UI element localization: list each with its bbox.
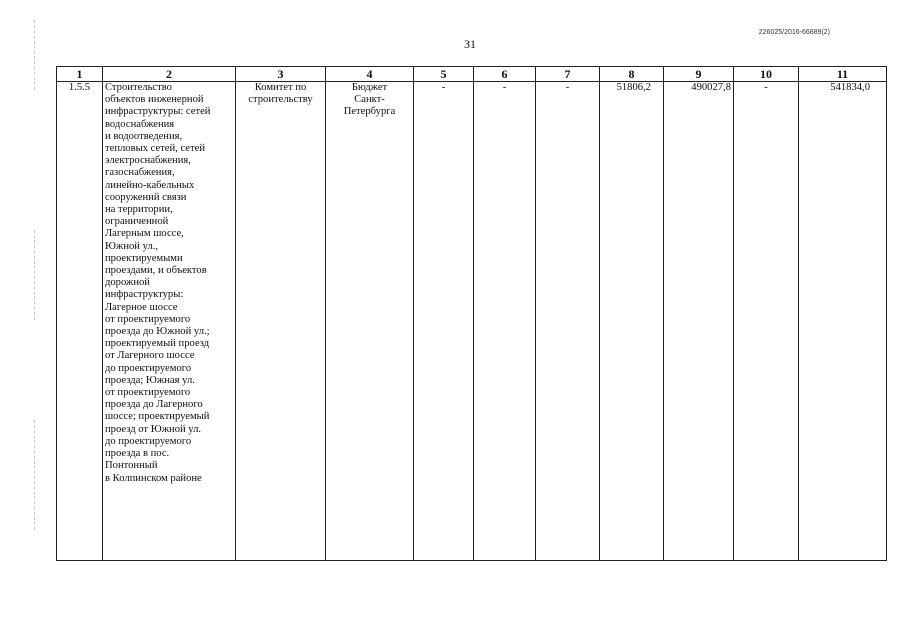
table-row <box>57 82 887 561</box>
scan-margin-mark <box>34 420 36 530</box>
description-line: от Лагерного шоссе <box>105 350 195 362</box>
scan-margin-mark <box>34 230 36 320</box>
column-header: 6 <box>474 67 536 82</box>
description-line: шоссе; проектируемый <box>105 411 210 423</box>
col6-value: - <box>474 82 536 561</box>
description-line: проездами, и объектов <box>105 265 207 277</box>
executor-line: Комитет по <box>254 82 307 93</box>
document-id: 226025/2016-66889(2) <box>758 29 830 36</box>
page-number: 31 <box>464 37 476 51</box>
col8-value: 51806,2 <box>600 82 664 561</box>
budget-line: Петербурга <box>343 106 396 118</box>
column-header: 5 <box>414 67 474 82</box>
executor-line: строительству <box>248 94 313 106</box>
description-line: проектируемыми <box>105 252 183 264</box>
description-line: проезда; Южная ул. <box>105 374 195 386</box>
col11-value: 541834,0 <box>799 82 887 561</box>
description-line: на территории, <box>105 204 173 216</box>
column-header: 9 <box>664 67 734 82</box>
description-line: проезда в пос. <box>105 448 170 460</box>
table-header-row <box>57 67 887 82</box>
description-line: до проектируемого <box>105 362 192 374</box>
description-line: инфраструктуры: сетей <box>105 106 211 118</box>
description-line: газоснабжения, <box>105 167 175 179</box>
description-line: от проектируемого <box>105 387 191 399</box>
description-line: линейно-кабельных <box>105 179 195 191</box>
description-line: сооружений связи <box>105 191 187 203</box>
description-line: проезд от Южной ул. <box>105 423 202 435</box>
budget-source-cell <box>326 82 414 561</box>
column-header: 2 <box>103 67 236 82</box>
description-line: проезда до Южной ул.; <box>105 326 210 338</box>
col10-value: - <box>734 82 799 561</box>
col7-value: - <box>536 82 600 561</box>
description-line: Лагерным шоссе, <box>105 228 184 240</box>
description-line: водоснабжения <box>105 118 175 130</box>
column-header: 7 <box>536 67 600 82</box>
column-header: 1 <box>57 67 103 82</box>
item-code: 1.5.5 <box>57 82 103 561</box>
description-line: Строительство <box>105 82 172 93</box>
description-line: электроснабжения, <box>105 155 191 167</box>
description-line: Лагерное шоссе <box>105 301 178 313</box>
description-line: объектов инженерной <box>105 94 204 106</box>
scan-margin-mark <box>34 20 36 90</box>
description-line: тепловых сетей, сетей <box>105 143 206 155</box>
description-line: до проектируемого <box>105 435 192 447</box>
budget-table <box>56 66 887 561</box>
description-line: проектируемый проезд <box>105 338 210 350</box>
item-description <box>103 82 236 561</box>
description-line: Южной ул., <box>105 240 159 252</box>
description-line: Понтонный <box>105 460 158 472</box>
budget-line: Санкт- <box>354 94 385 106</box>
column-header: 3 <box>236 67 326 82</box>
description-line: и водоотведения, <box>105 130 183 142</box>
description-line: инфраструктуры: <box>105 289 184 301</box>
column-header: 4 <box>326 67 414 82</box>
column-header: 11 <box>799 67 887 82</box>
executor-cell <box>236 82 326 561</box>
description-line: дорожной <box>105 277 150 289</box>
description-line: ограниченной <box>105 216 169 228</box>
column-header: 8 <box>600 67 664 82</box>
col9-value: 490027,8 <box>664 82 734 561</box>
description-line: проезда до Лагерного <box>105 399 203 411</box>
budget-line: Бюджет <box>351 82 388 93</box>
description-line: от проектируемого <box>105 313 191 325</box>
column-header: 10 <box>734 67 799 82</box>
description-line: в Колпинском районе <box>105 472 202 484</box>
col5-value: - <box>414 82 474 561</box>
